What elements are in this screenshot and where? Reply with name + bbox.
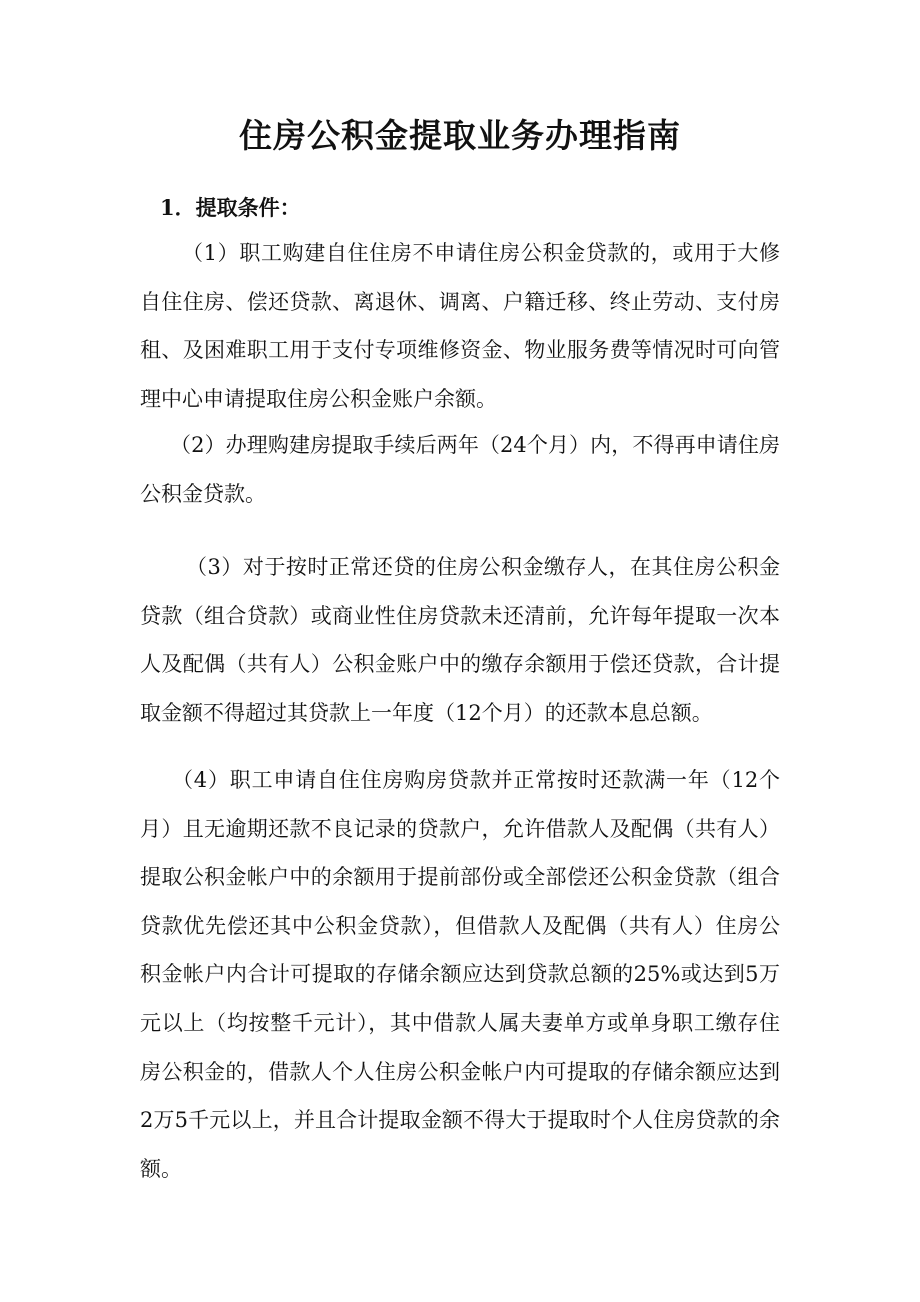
paragraph-2: （2）办理购建房提取手续后两年（24个月）内，不得再申请住房公积金贷款。 [140,433,780,506]
paragraph-1: （1）职工购建自住住房不申请住房公积金贷款的，或用于大修自住住房、偿还贷款、离退休、调离、户籍迁移、终止劳动、支付房租、及困难职工用于支付专项维修资金、物业服务费等情况时可向管理中心申请提取住房公积金账户余额。 [140,241,780,411]
paragraph-4: （4）职工申请自住住房购房贷款并正常按时还款满一年（12个月）且无逾期还款不良记录的贷款户，允许借款人及配偶（共有人）提取公积金帐户中的余额用于提前部份或全部偿还公积金贷款（组合贷款优先偿还其中公积金贷款），但借款人及配偶（共有人）住房公积金帐户内合计可提取的存储余额应达到贷款总额的25%或达到5万元以上（均按整千元计），其中借款人属夫妻单方或单身职工缴存住房公积金的，借款人个人住房公积金帐户内可提取的存储余额应达到2万5千元以上，并且合计提取金额不得大于提取时个人住房贷款的余额。 [140,768,780,1181]
paragraph-3: （3）对于按时正常还贷的住房公积金缴存人，在其住房公积金贷款（组合贷款）或商业性住房贷款未还清前，允许每年提取一次本人及配偶（共有人）公积金账户中的缴存余额用于偿还贷款，合计提取金额不得超过其贷款上一年度（12个月）的还款本息总额。 [140,555,780,725]
document-title: 住房公积金提取业务办理指南 [239,116,681,155]
section-heading: 1．提取条件： [160,195,301,220]
